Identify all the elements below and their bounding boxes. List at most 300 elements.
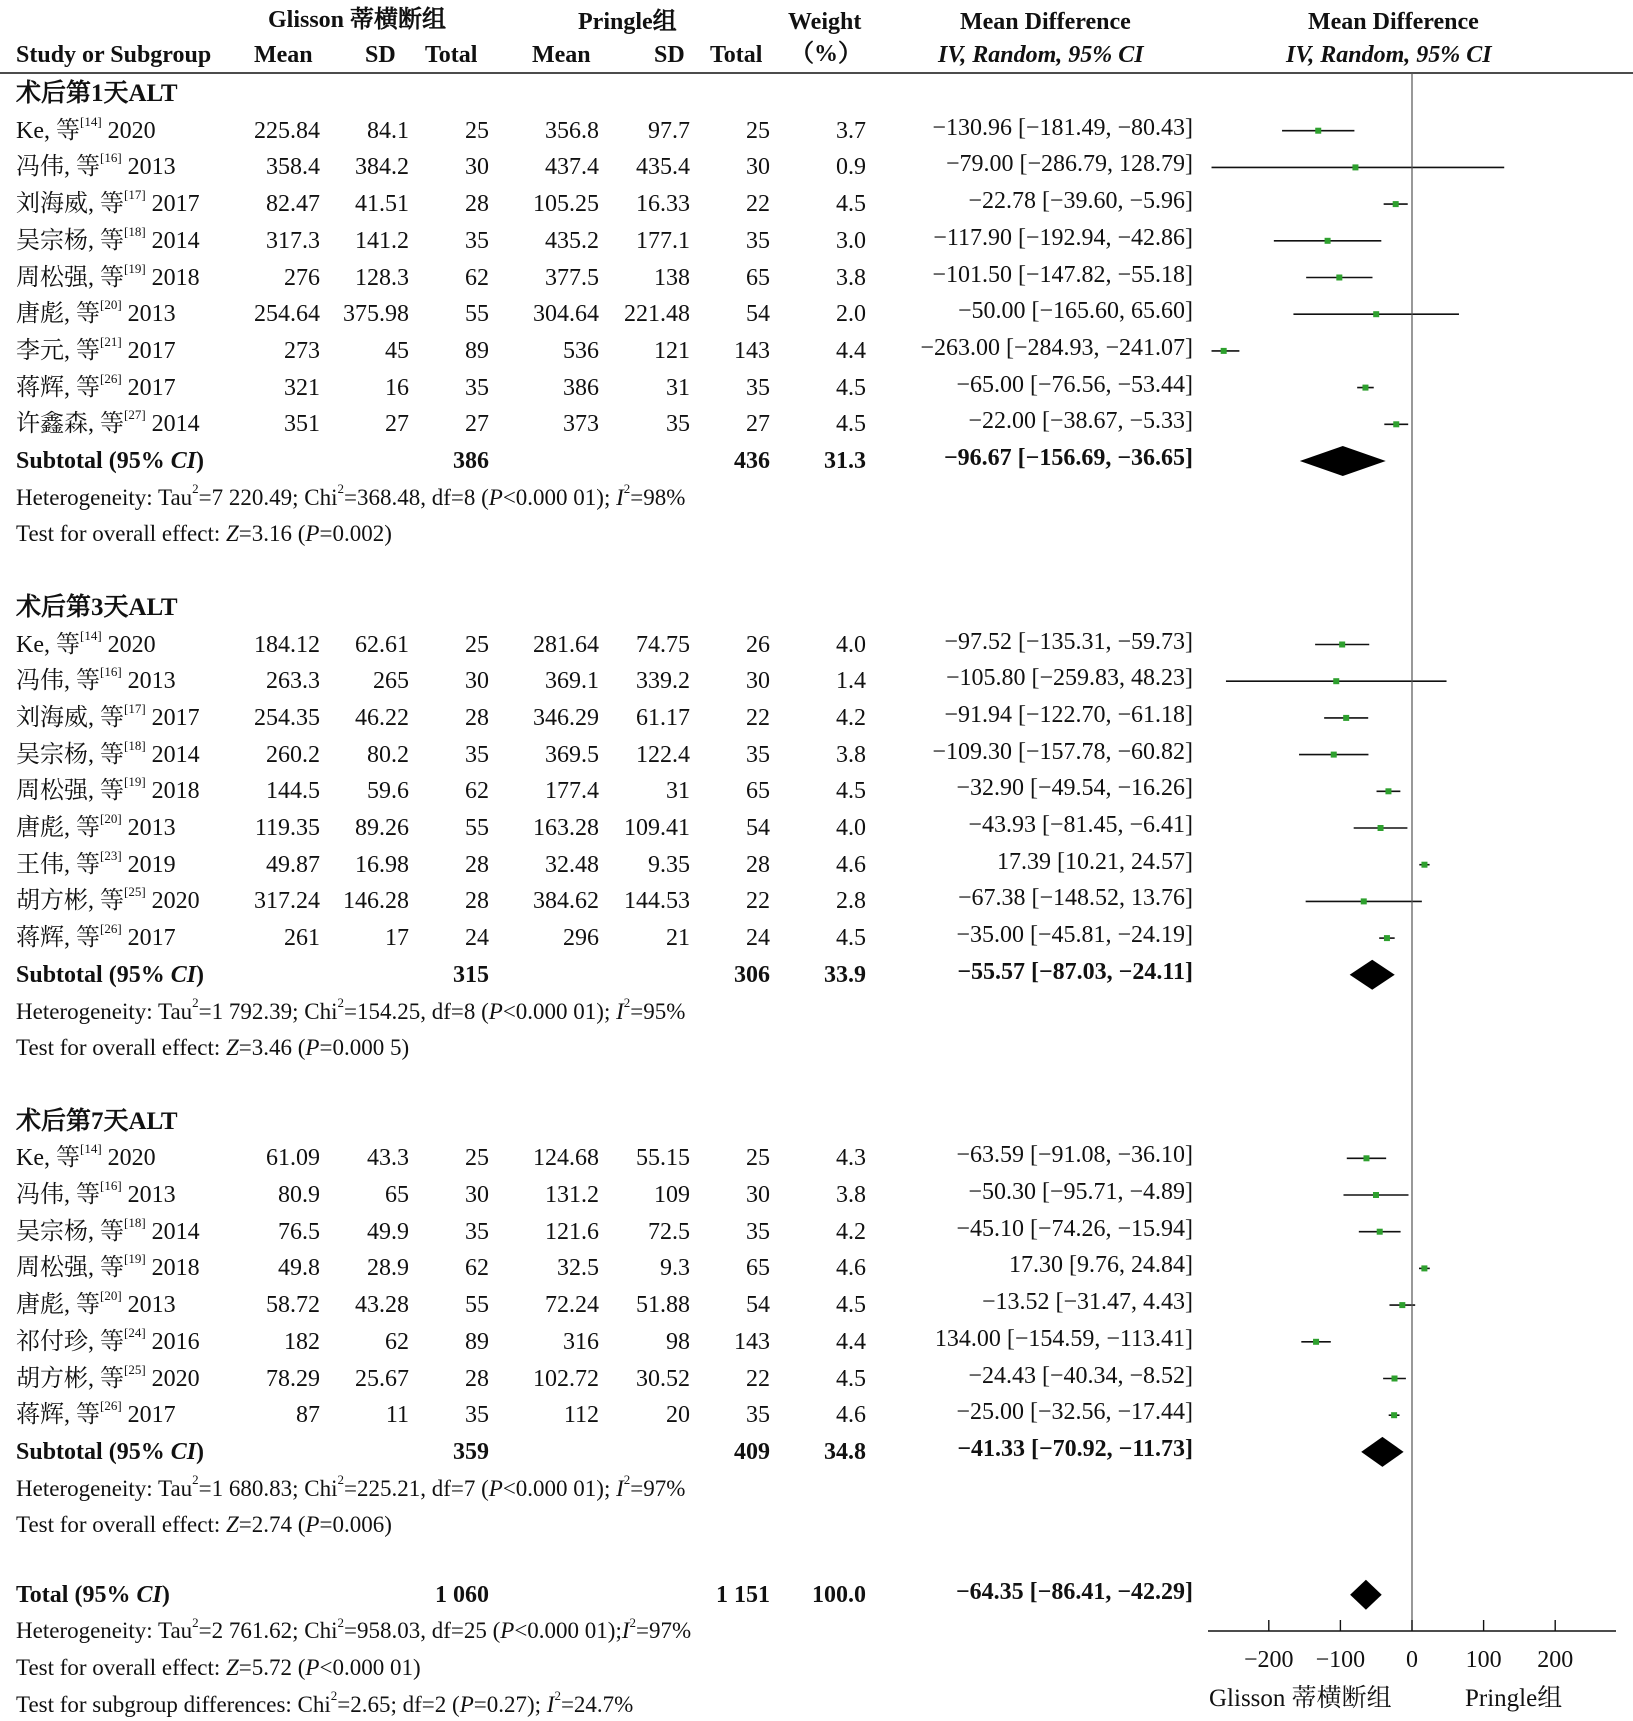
study-2-2-sd2: 72.5 [648,1218,690,1245]
study-0-2-total2: 22 [746,191,770,218]
study-1-1-mean2: 369.1 [545,668,599,695]
study-2-3-point [1421,1265,1427,1271]
study-1-5-label: 唐彪, 等[20] 2013 [16,811,176,841]
study-2-3-mean1: 49.8 [278,1255,320,1282]
header-md-sub: IV, Random, 95% CI [938,42,1144,68]
study-1-8-label: 蒋辉, 等[26] 2017 [16,921,176,952]
study-0-4-label: 周松强, 等[19] 2018 [16,260,200,291]
subgroup-title-1: 术后第3天ALT [16,593,178,621]
study-1-4-label: 周松强, 等[19] 2018 [16,774,200,805]
study-1-7-point [1361,898,1367,904]
study-0-6-weight: 4.4 [836,337,866,364]
study-0-6-total2: 143 [734,337,770,364]
x-tick-label-4: 200 [1537,1647,1574,1673]
study-1-6-ci: 17.39 [10.21, 24.57] [997,848,1193,875]
study-0-0-label: Ke, 等[14] 2020 [16,113,156,144]
study-1-4-mean1: 144.5 [266,778,320,805]
header-md-top: Mean Difference [960,9,1131,35]
study-0-2-weight: 4.5 [836,191,866,218]
study-0-3-ci: −117.90 [−192.94, −42.86] [933,224,1193,251]
study-0-0-mean2: 356.8 [545,117,599,144]
study-1-5-sd2: 109.41 [624,815,690,841]
study-1-0-point [1339,642,1345,648]
total-ci: −64.35 [−86.41, −42.29] [955,1578,1193,1605]
study-0-3-sd2: 177.1 [636,227,690,254]
subtotal-2-weight: 34.8 [824,1438,866,1465]
study-2-2-label: 吴宗杨, 等[18] 2014 [16,1214,200,1245]
study-2-4-mean2: 72.24 [545,1292,599,1319]
study-0-0-weight: 3.7 [836,117,866,144]
x-tick-label-2: 0 [1406,1647,1418,1673]
study-2-7-sd1: 11 [385,1402,409,1429]
study-2-2-weight: 4.2 [836,1218,866,1245]
study-1-8-point [1384,935,1390,941]
heterogeneity-0: Heterogeneity: Tau$^2$=7 220.49; Chi$^2$=368.48, df=8 (P<0.000 01); $I^2=98\%$ [16,481,686,510]
subtotal-2-ci: −41.33 [−70.92, −11.73] [957,1435,1193,1462]
study-2-2-point [1377,1229,1383,1235]
study-2-1-weight: 3.8 [836,1182,866,1208]
header-total1: Total [425,42,478,68]
study-0-3-total2: 35 [746,227,770,254]
study-0-7-ci: −65.00 [−76.56, −53.44] [956,371,1193,398]
subtotal-0-weight: 31.3 [824,448,866,474]
subtotal-2-diamond [1361,1437,1403,1467]
study-2-0-label: Ke, 等[14] 2020 [16,1141,156,1172]
study-1-8-ci: −35.00 [−45.81, −24.19] [956,922,1193,949]
header-mean1: Mean [254,42,313,68]
study-2-1-mean1: 80.9 [278,1182,320,1208]
overall-effect-2: Test for overall effect: Z=2.74 (P=0.006) [16,1512,392,1538]
study-1-3-sd1: 80.2 [367,741,409,768]
study-1-7-total1: 28 [465,888,489,915]
study-0-4-total1: 62 [465,264,489,291]
study-2-0-mean1: 61.09 [266,1145,320,1172]
study-2-7-label: 蒋辉, 等[26] 2017 [16,1398,176,1429]
subtotal-0-diamond [1300,446,1386,476]
study-0-2-ci: −22.78 [−39.60, −5.96] [968,188,1193,215]
study-2-3-mean2: 32.5 [557,1255,599,1282]
study-2-6-weight: 4.5 [836,1365,866,1392]
subtotal-1-label: Subtotal (95% CI) [16,961,205,988]
study-2-1-ci: −50.30 [−95.71, −4.89] [968,1179,1193,1205]
study-1-6-sd1: 16.98 [355,851,409,878]
study-0-7-mean1: 321 [284,374,320,401]
x-tick-label-3: 100 [1465,1647,1502,1673]
study-0-8-mean2: 373 [563,411,599,438]
study-2-2-sd1: 49.9 [367,1218,409,1245]
study-2-7-ci: −25.00 [−32.56, −17.44] [956,1399,1193,1426]
total-total1: 1 060 [435,1581,489,1608]
subtotal-1-ci: −55.57 [−87.03, −24.11] [957,958,1193,985]
study-2-2-mean1: 76.5 [278,1218,320,1245]
study-0-8-total1: 27 [465,411,489,438]
study-0-5-label: 唐彪, 等[20] 2013 [16,297,176,328]
study-1-0-total1: 25 [465,631,489,658]
study-2-2-total2: 35 [746,1218,770,1245]
study-0-7-point [1362,385,1368,391]
study-2-4-weight: 4.5 [836,1292,866,1319]
study-0-1-total1: 30 [465,154,489,181]
study-0-1-sd2: 435.4 [636,154,690,181]
study-2-6-mean2: 102.72 [533,1365,599,1392]
study-1-4-ci: −32.90 [−49.54, −16.26] [956,775,1193,802]
study-1-3-total1: 35 [465,741,489,768]
study-0-5-point [1373,311,1379,317]
study-2-4-sd1: 43.28 [355,1292,409,1319]
study-1-3-sd2: 122.4 [636,741,690,768]
study-1-5-mean2: 163.28 [533,815,599,841]
study-0-5-sd2: 221.48 [624,301,690,328]
study-2-2-ci: −45.10 [−74.26, −15.94] [956,1215,1193,1242]
study-0-4-sd1: 128.3 [355,264,409,291]
study-0-4-ci: −101.50 [−147.82, −55.18] [932,261,1193,288]
subtotal-0-total1: 386 [453,448,489,474]
study-0-4-mean2: 377.5 [545,264,599,291]
study-1-6-label: 王伟, 等[23] 2019 [16,847,176,878]
subtotal-1-total1: 315 [453,961,489,988]
subgroup-title-2: 术后第7天ALT [16,1107,178,1135]
study-1-2-sd2: 61.17 [636,704,690,731]
study-1-5-point [1378,825,1384,831]
study-0-7-mean2: 386 [563,374,599,401]
study-2-7-mean1: 87 [296,1402,320,1429]
study-2-2-total1: 35 [465,1218,489,1245]
study-0-2-sd2: 16.33 [636,191,690,218]
study-1-0-sd2: 74.75 [636,631,690,658]
study-2-3-sd1: 28.9 [367,1255,409,1282]
study-2-4-label: 唐彪, 等[20] 2013 [16,1288,176,1319]
total-heterogeneity: Heterogeneity: Tau$^2$=2 761.62; Chi$^2$=958.03, df=25 (P<0.000 $01);I^2=97\%$ [16,1614,692,1644]
study-0-5-sd1: 375.98 [343,301,409,328]
study-2-5-mean2: 316 [563,1328,599,1355]
study-1-1-sd1: 265 [373,668,409,695]
study-2-4-sd2: 51.88 [636,1292,690,1319]
overall-effect-1: Test for overall effect: Z=3.46 (P=0.000 5) [16,1035,410,1061]
study-1-8-mean2: 296 [563,925,599,952]
study-0-6-mean1: 273 [284,337,320,364]
study-1-7-total2: 22 [746,888,770,915]
study-1-4-total1: 62 [465,778,489,805]
study-1-8-sd1: 17 [385,925,409,952]
study-2-0-mean2: 124.68 [533,1145,599,1172]
study-1-2-mean2: 346.29 [533,704,599,731]
study-1-6-sd2: 9.35 [648,851,690,878]
study-2-7-sd2: 20 [666,1402,690,1429]
subtotal-2-total1: 359 [453,1438,489,1465]
study-1-4-sd2: 31 [666,778,690,805]
study-1-1-weight: 1.4 [836,668,866,695]
study-0-0-total2: 25 [746,117,770,144]
study-2-5-sd1: 62 [385,1328,409,1355]
study-0-7-label: 蒋辉, 等[26] 2017 [16,370,176,401]
study-0-2-point [1393,201,1399,207]
study-0-8-mean1: 351 [284,411,320,438]
study-0-3-weight: 3.0 [836,227,866,254]
heterogeneity-1: Heterogeneity: Tau$^2$=1 792.39; Chi$^2$=154.25, df=8 (P<0.000 01); $I^2=95\%$ [16,994,686,1024]
study-0-8-point [1393,421,1399,427]
study-1-6-point [1421,862,1427,868]
study-1-5-sd1: 89.26 [355,815,409,841]
study-0-2-label: 刘海威, 等[17] 2017 [16,187,200,218]
study-0-0-point [1315,128,1321,134]
study-1-2-total2: 22 [746,704,770,731]
study-1-7-mean2: 384.62 [533,888,599,915]
study-0-8-sd2: 35 [666,411,690,438]
study-0-3-total1: 35 [465,227,489,254]
study-1-3-mean1: 260.2 [266,741,320,768]
axis-left-label: Glisson 蒂横断组 [1209,1685,1392,1712]
study-0-6-label: 李元, 等[21] 2017 [16,333,176,364]
study-1-6-mean2: 32.48 [545,851,599,878]
study-0-3-point [1325,238,1331,244]
subtotal-0-total2: 436 [734,448,770,474]
total-weight: 100.0 [812,1581,866,1608]
study-1-8-total2: 24 [746,925,770,952]
study-2-6-ci: −24.43 [−40.34, −8.52] [968,1362,1193,1389]
total-label: Total (95% CI) [16,1581,170,1608]
study-2-0-sd2: 55.15 [636,1145,690,1172]
subgroup-title-0: 术后第1天ALT [16,80,178,107]
study-1-7-sd1: 146.28 [343,888,409,915]
study-1-5-total2: 54 [746,815,770,841]
study-2-3-ci: 17.30 [9.76, 24.84] [1009,1252,1193,1279]
study-0-2-total1: 28 [465,191,489,218]
study-1-0-label: Ke, 等[14] 2020 [16,627,156,658]
study-1-1-total1: 30 [465,668,489,695]
subgroup-differences: Test for subgroup differences: Chi$^2$=2.65; df=2 (P=0.27); $I^2=24.7\%$ [16,1688,634,1717]
subtotal-2-total2: 409 [734,1438,770,1465]
study-2-1-total1: 30 [465,1182,489,1208]
study-2-6-label: 胡方彬, 等[25] 2020 [16,1361,200,1392]
study-1-6-mean1: 49.87 [266,851,320,878]
study-0-8-sd1: 27 [385,411,409,438]
study-0-2-mean1: 82.47 [266,191,320,218]
study-2-7-point [1391,1412,1397,1418]
study-0-4-point [1336,275,1342,281]
study-1-0-mean1: 184.12 [254,631,320,658]
study-1-3-point [1331,752,1337,758]
study-0-5-total1: 55 [465,301,489,328]
study-1-0-sd1: 62.61 [355,631,409,658]
study-2-6-total1: 28 [465,1365,489,1392]
study-1-2-ci: −91.94 [−122.70, −61.18] [944,701,1193,728]
study-2-0-ci: −63.59 [−91.08, −36.10] [956,1142,1193,1169]
study-1-7-ci: −67.38 [−148.52, 13.76] [957,885,1193,912]
study-0-1-weight: 0.9 [836,154,866,181]
study-1-6-total1: 28 [465,851,489,878]
study-0-0-sd2: 97.7 [648,117,690,144]
study-0-5-weight: 2.0 [836,301,866,328]
study-1-4-sd1: 59.6 [367,778,409,805]
study-1-2-total1: 28 [465,704,489,731]
overall-effect-0: Test for overall effect: Z=3.16 (P=0.002) [16,521,392,547]
total-overall-effect: Test for overall effect: Z=5.72 (P<0.000 01) [16,1655,421,1681]
study-0-1-mean2: 437.4 [545,154,599,181]
total-total2: 1 151 [716,1581,770,1608]
study-1-4-point [1385,788,1391,794]
study-1-5-total1: 55 [465,815,489,841]
study-0-4-weight: 3.8 [836,264,866,291]
study-2-7-total1: 35 [465,1402,489,1429]
study-2-3-total2: 65 [746,1255,770,1282]
study-0-1-point [1352,164,1358,170]
study-0-8-label: 许鑫森, 等[27] 2014 [16,407,200,438]
study-1-8-total1: 24 [465,925,489,952]
study-2-5-ci: 134.00 [−154.59, −113.41] [934,1325,1193,1352]
study-1-7-weight: 2.8 [836,888,866,915]
study-0-7-sd2: 31 [666,374,690,401]
study-2-1-sd1: 65 [385,1182,409,1208]
study-2-4-point [1399,1302,1405,1308]
header-weight: Weight [788,9,862,35]
study-1-8-mean1: 261 [284,925,320,952]
study-2-4-ci: −13.52 [−31.47, 4.43] [981,1289,1193,1316]
study-0-0-sd1: 84.1 [367,117,409,144]
study-0-3-mean2: 435.2 [545,227,599,254]
study-0-1-label: 冯伟, 等[16] 2013 [16,150,176,181]
subtotal-1-total2: 306 [734,961,770,988]
study-1-8-sd2: 21 [666,925,690,952]
study-2-0-sd1: 43.3 [367,1145,409,1172]
study-0-7-sd1: 16 [385,374,409,401]
study-1-1-label: 冯伟, 等[16] 2013 [16,664,176,695]
study-1-4-mean2: 177.4 [545,778,599,805]
study-1-5-mean1: 119.35 [254,815,320,841]
study-2-1-point [1373,1192,1379,1198]
study-2-3-total1: 62 [465,1255,489,1282]
study-0-0-ci: −130.96 [−181.49, −80.43] [932,114,1193,141]
study-1-2-sd1: 46.22 [355,704,409,731]
study-1-6-total2: 28 [746,851,770,878]
study-0-6-ci: −263.00 [−284.93, −241.07] [920,334,1193,361]
study-2-3-weight: 4.6 [836,1255,866,1282]
heterogeneity-2: Heterogeneity: Tau$^2$=1 680.83; Chi$^2$=225.21, df=7 (P<0.000 01); $I^2=97\%$ [16,1471,686,1501]
study-0-6-mean2: 536 [563,337,599,364]
study-0-4-sd2: 138 [654,264,690,291]
study-0-3-label: 吴宗杨, 等[18] 2014 [16,223,200,254]
study-1-1-sd2: 339.2 [636,668,690,695]
study-2-5-mean1: 182 [284,1328,320,1355]
study-2-1-sd2: 109 [654,1182,690,1208]
study-0-2-mean2: 105.25 [533,191,599,218]
study-0-3-mean1: 317.3 [266,227,320,254]
header-total2: Total [710,42,763,68]
study-2-6-mean1: 78.29 [266,1365,320,1392]
study-2-0-weight: 4.3 [836,1145,866,1172]
study-1-2-mean1: 254.35 [254,704,320,731]
header-mean2: Mean [532,42,591,68]
study-0-8-weight: 4.5 [836,411,866,438]
header-sd1: SD [365,42,396,68]
study-1-1-mean1: 263.3 [266,668,320,695]
study-2-6-sd1: 25.67 [355,1365,409,1392]
study-1-3-mean2: 369.5 [545,741,599,768]
study-2-7-weight: 4.6 [836,1402,866,1429]
study-0-1-total2: 30 [746,154,770,181]
subtotal-2-label: Subtotal (95% CI) [16,1438,205,1465]
study-1-2-weight: 4.2 [836,704,866,731]
study-1-4-weight: 4.5 [836,778,866,805]
study-1-1-point [1333,678,1339,684]
study-2-6-point [1392,1376,1398,1382]
study-1-7-mean1: 317.24 [254,888,320,915]
study-1-2-label: 刘海威, 等[17] 2017 [16,700,200,731]
study-1-3-label: 吴宗杨, 等[18] 2014 [16,737,200,768]
study-0-1-sd1: 384.2 [355,154,409,181]
study-0-6-total1: 89 [465,337,489,364]
study-2-3-sd2: 9.3 [660,1255,690,1282]
header-sd2: SD [654,42,685,68]
study-1-4-total2: 65 [746,778,770,805]
header-group2: Pringle组 [578,9,677,35]
header-study-col: Study or Subgroup [16,42,212,68]
study-2-0-total1: 25 [465,1145,489,1172]
study-1-6-weight: 4.6 [836,851,866,878]
study-0-0-mean1: 225.84 [254,117,320,144]
study-0-8-ci: −22.00 [−38.67, −5.33] [968,408,1193,435]
axis-right-label: Pringle组 [1465,1685,1563,1712]
study-1-3-weight: 3.8 [836,741,866,768]
study-0-5-total2: 54 [746,301,770,328]
study-0-5-mean1: 254.64 [254,301,320,328]
study-2-5-sd2: 98 [666,1328,690,1355]
study-0-0-total1: 25 [465,117,489,144]
study-2-0-total2: 25 [746,1145,770,1172]
x-tick-label-1: −100 [1315,1647,1366,1673]
study-0-8-total2: 27 [746,411,770,438]
study-0-2-sd1: 41.51 [355,191,409,218]
study-0-5-mean2: 304.64 [533,301,599,328]
x-tick-label-0: −200 [1244,1647,1294,1673]
study-2-2-mean2: 121.6 [545,1218,599,1245]
header-md-plot-sub: IV, Random, 95% CI [1286,42,1492,68]
study-0-6-point [1221,348,1227,354]
study-2-1-total2: 30 [746,1182,770,1208]
header-md-plot-top: Mean Difference [1308,9,1479,35]
subtotal-1-diamond [1350,960,1395,990]
study-2-6-total2: 22 [746,1365,770,1392]
study-1-3-ci: −109.30 [−157.78, −60.82] [932,738,1193,765]
study-0-7-weight: 4.5 [836,374,866,401]
study-1-3-total2: 35 [746,741,770,768]
study-2-5-total2: 143 [734,1328,770,1355]
study-2-4-total1: 55 [465,1292,489,1319]
study-1-1-total2: 30 [746,668,770,695]
total-diamond [1350,1580,1382,1610]
study-1-1-ci: −105.80 [−259.83, 48.23] [945,665,1193,692]
study-1-0-total2: 26 [746,631,770,658]
study-2-0-point [1363,1155,1369,1161]
study-0-4-mean1: 276 [284,264,320,291]
study-1-0-weight: 4.0 [836,631,866,658]
study-2-1-mean2: 131.2 [545,1182,599,1208]
study-2-5-weight: 4.4 [836,1328,866,1355]
subtotal-0-ci: −96.67 [−156.69, −36.65] [943,445,1193,471]
study-0-4-total2: 65 [746,264,770,291]
subtotal-1-weight: 33.9 [824,961,866,988]
study-2-3-label: 周松强, 等[19] 2018 [16,1251,200,1282]
study-0-7-total2: 35 [746,374,770,401]
study-2-5-total1: 89 [465,1328,489,1355]
study-1-7-label: 胡方彬, 等[25] 2020 [16,884,200,915]
study-1-0-ci: −97.52 [−135.31, −59.73] [944,628,1193,655]
study-0-6-sd2: 121 [654,337,690,364]
study-2-5-point [1313,1339,1319,1345]
study-0-7-total1: 35 [465,374,489,401]
study-2-4-mean1: 58.72 [266,1292,320,1319]
study-1-7-sd2: 144.53 [624,888,690,915]
header-group1: Glisson 蒂横断组 [268,7,447,33]
